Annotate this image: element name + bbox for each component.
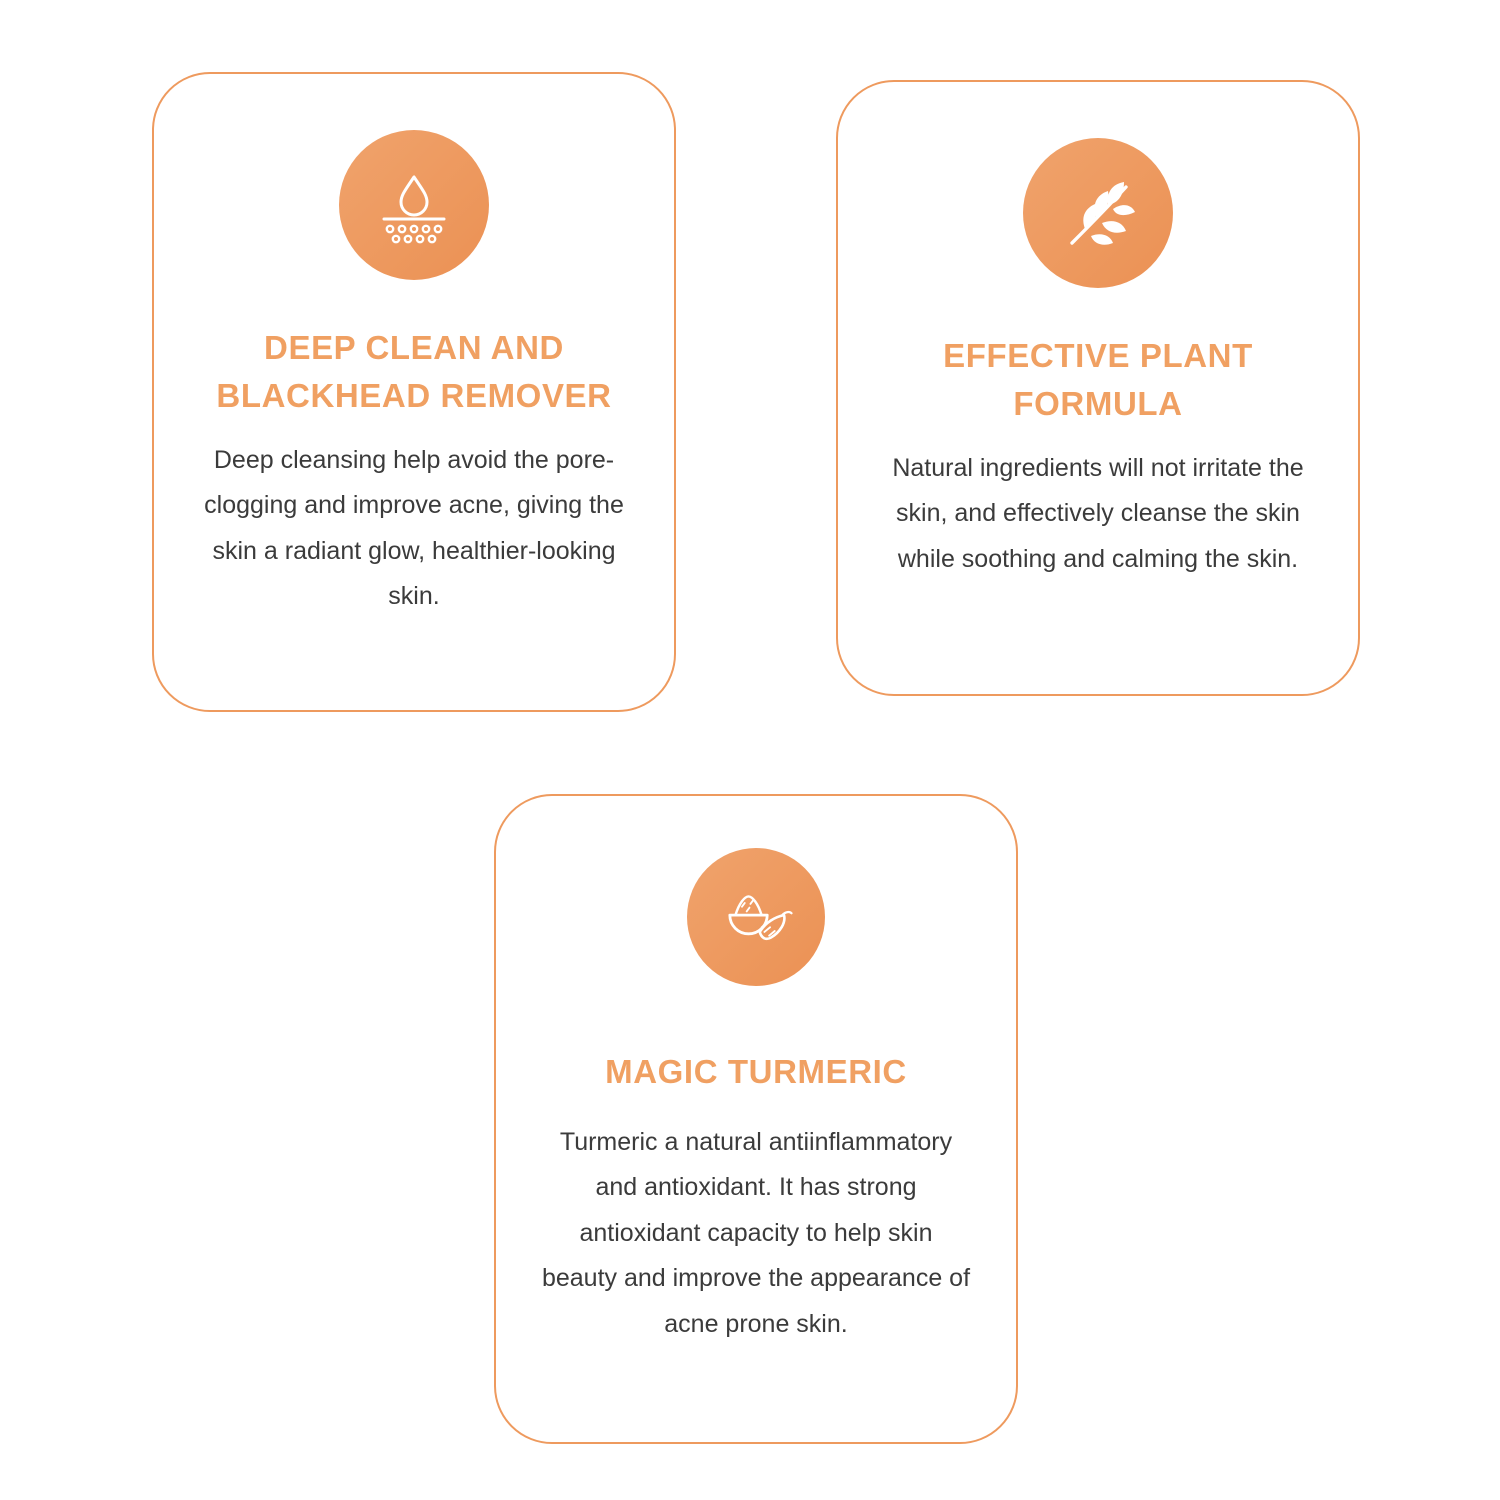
card-title: EFFECTIVE PLANT FORMULA [943, 337, 1253, 422]
feature-card-magic-turmeric [494, 794, 1018, 1444]
card-body: Deep cleansing help avoid the pore-clogging and improve acne, giving the skin a radiant glow, healthier-looking skin. [204, 445, 624, 611]
skin-pores-droplet-icon [339, 130, 489, 280]
card-body: Natural ingredients will not irritate the skin, and effectively cleanse the skin while soothing and calming the skin. [892, 453, 1304, 573]
leaf-branch-icon [1023, 138, 1173, 288]
card-body: Turmeric a natural antiinflammatory and antioxidant. It has strong antioxidant capacity to help skin beauty and improve the appearance of acne prone skin. [541, 1127, 971, 1338]
turmeric-bowl-root-icon [687, 848, 825, 986]
feature-card-plant-formula [836, 80, 1360, 696]
card-title: MAGIC TURMERIC [605, 1053, 907, 1090]
card-title: DEEP CLEAN AND BLACKHEAD REMOVER [216, 329, 612, 414]
feature-card-deep-clean [152, 72, 676, 712]
